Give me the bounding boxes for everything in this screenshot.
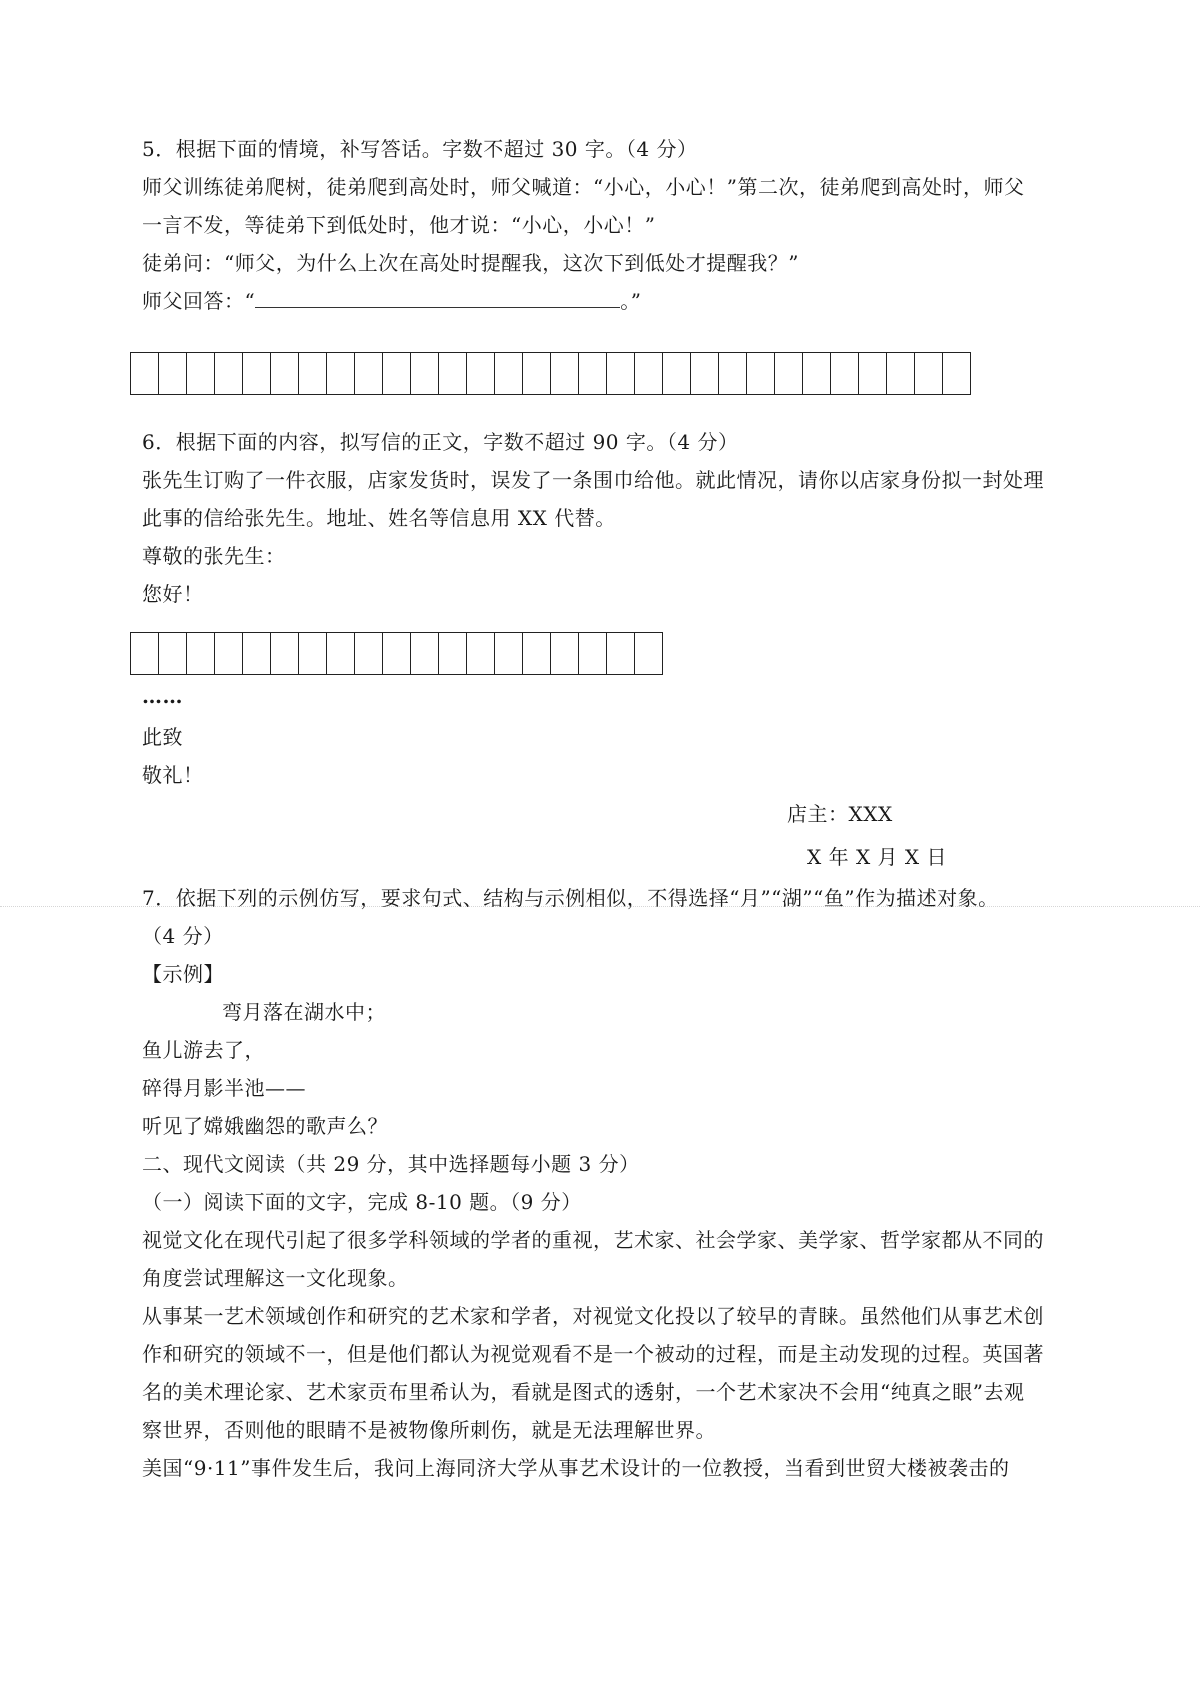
q7-poem-line-4: 听见了嫦娥幽怨的歌声么？ (142, 1114, 388, 1138)
grid-cell[interactable] (467, 353, 495, 395)
reading-para-2-line-2: 作和研究的领域不一，但是他们都认为视觉观看不是一个被动的过程，而是主动发现的过程。英国著 (142, 1342, 1044, 1366)
q6-salutation: 尊敬的张先生： (142, 544, 286, 568)
grid-cell[interactable] (607, 633, 635, 675)
grid-cell[interactable] (243, 633, 271, 675)
grid-cell[interactable] (187, 353, 215, 395)
grid-cell[interactable] (579, 633, 607, 675)
q7-example-label: 【示例】 (142, 962, 224, 986)
q5-answer-line (142, 287, 641, 315)
grid-cell[interactable] (663, 353, 691, 395)
grid-cell[interactable] (523, 353, 551, 395)
q6-answer-grid[interactable] (130, 632, 663, 675)
q6-date: X 年 X 月 X 日 (807, 845, 948, 869)
q5-scenario-line-1: 师父训练徒弟爬树，徒弟爬到高处时，师父喊道：“小心，小心！”第二次，徒弟爬到高处时，师父 (142, 175, 1025, 199)
q7-poem-line-2: 鱼儿游去了， (142, 1038, 265, 1062)
q6-signature: 店主：XXX (787, 802, 893, 826)
q7-title: 7．依据下列的示例仿写，要求句式、结构与示例相似，不得选择“月”“湖”“鱼”作为描述对象。 (142, 886, 999, 910)
grid-cell[interactable] (327, 353, 355, 395)
grid-cell[interactable] (271, 353, 299, 395)
grid-cell[interactable] (579, 353, 607, 395)
grid-cell[interactable] (523, 633, 551, 675)
grid-cell[interactable] (299, 353, 327, 395)
reading-para-1-line-1: 视觉文化在现代引起了很多学科领域的学者的重视，艺术家、社会学家、美学家、哲学家都从不同的 (142, 1228, 1044, 1252)
grid-cell[interactable] (859, 353, 887, 395)
q5-scenario-line-2: 一言不发，等徒弟下到低处时，他才说：“小心，小心！” (142, 213, 656, 237)
grid-cell[interactable] (383, 353, 411, 395)
grid-cell[interactable] (831, 353, 859, 395)
q5-answer-blank[interactable] (255, 287, 620, 308)
grid-cell[interactable] (747, 353, 775, 395)
grid-cell[interactable] (187, 633, 215, 675)
grid-cell[interactable] (803, 353, 831, 395)
grid-cell[interactable] (299, 633, 327, 675)
q5-answer-grid[interactable] (130, 352, 971, 395)
grid-cell[interactable] (327, 633, 355, 675)
grid-cell[interactable] (635, 633, 663, 675)
q6-closing-1: 此致 (142, 725, 183, 749)
q6-title: 6．根据下面的内容，拟写信的正文，字数不超过 90 字。（4 分） (142, 430, 739, 454)
grid-cell[interactable] (775, 353, 803, 395)
grid-cell[interactable] (439, 633, 467, 675)
grid-cell[interactable] (271, 633, 299, 675)
section2-subtitle: （一）阅读下面的文字，完成 8-10 题。（9 分） (142, 1190, 582, 1214)
reading-para-2-line-1: 从事某一艺术领域创作和研究的艺术家和学者，对视觉文化投以了较早的青睐。虽然他们从事艺术创 (142, 1304, 1044, 1328)
grid-cell[interactable] (159, 633, 187, 675)
q5-answer-prefix: 师父回答：“ (142, 289, 256, 313)
grid-cell[interactable] (383, 633, 411, 675)
grid-cell[interactable] (551, 353, 579, 395)
q6-ellipsis: …… (142, 684, 183, 708)
q6-content-line-2: 此事的信给张先生。地址、姓名等信息用 XX 代替。 (142, 506, 616, 530)
reading-para-3-line-1: 美国“9·11”事件发生后，我问上海同济大学从事艺术设计的一位教授，当看到世贸大楼被袭击的 (142, 1456, 1010, 1480)
q7-score: （4 分） (142, 924, 224, 948)
grid-cell[interactable] (691, 353, 719, 395)
grid-cell[interactable] (131, 633, 159, 675)
grid-cell[interactable] (551, 633, 579, 675)
q5-question: 徒弟问：“师父，为什么上次在高处时提醒我，这次下到低处才提醒我？” (142, 251, 799, 275)
reading-para-2-line-3: 名的美术理论家、艺术家贡布里希认为，看就是图式的透射，一个艺术家决不会用“纯真之眼”去观 (142, 1380, 1025, 1404)
grid-cell[interactable] (495, 633, 523, 675)
grid-cell[interactable] (719, 353, 747, 395)
grid-cell[interactable] (131, 353, 159, 395)
q6-content-line-1: 张先生订购了一件衣服，店家发货时，误发了一条围巾给他。就此情况，请你以店家身份拟一封处理 (142, 468, 1044, 492)
grid-cell[interactable] (355, 353, 383, 395)
q7-poem-line-3: 碎得月影半池—— (142, 1076, 306, 1100)
reading-para-2-line-4: 察世界，否则他的眼睛不是被物像所刺伤，就是无法理解世界。 (142, 1418, 716, 1442)
grid-cell[interactable] (635, 353, 663, 395)
grid-cell[interactable] (943, 353, 971, 395)
grid-cell[interactable] (243, 353, 271, 395)
grid-cell[interactable] (355, 633, 383, 675)
reading-para-1-line-2: 角度尝试理解这一文化现象。 (142, 1266, 409, 1290)
grid-cell[interactable] (411, 633, 439, 675)
grid-cell[interactable] (915, 353, 943, 395)
grid-cell[interactable] (439, 353, 467, 395)
q7-poem-line-1: 弯月落在湖水中； (222, 1000, 386, 1024)
grid-cell[interactable] (215, 353, 243, 395)
grid-cell[interactable] (159, 353, 187, 395)
grid-cell[interactable] (887, 353, 915, 395)
section2-title: 二、现代文阅读（共 29 分，其中选择题每小题 3 分） (142, 1152, 640, 1176)
grid-cell[interactable] (411, 353, 439, 395)
q6-greeting: 您好！ (142, 582, 204, 606)
q5-answer-suffix: 。” (620, 289, 642, 313)
q6-closing-2: 敬礼！ (142, 763, 204, 787)
grid-cell[interactable] (467, 633, 495, 675)
grid-cell[interactable] (215, 633, 243, 675)
grid-cell[interactable] (607, 353, 635, 395)
grid-cell[interactable] (495, 353, 523, 395)
q5-title: 5．根据下面的情境，补写答话。字数不超过 30 字。（4 分） (142, 137, 698, 161)
